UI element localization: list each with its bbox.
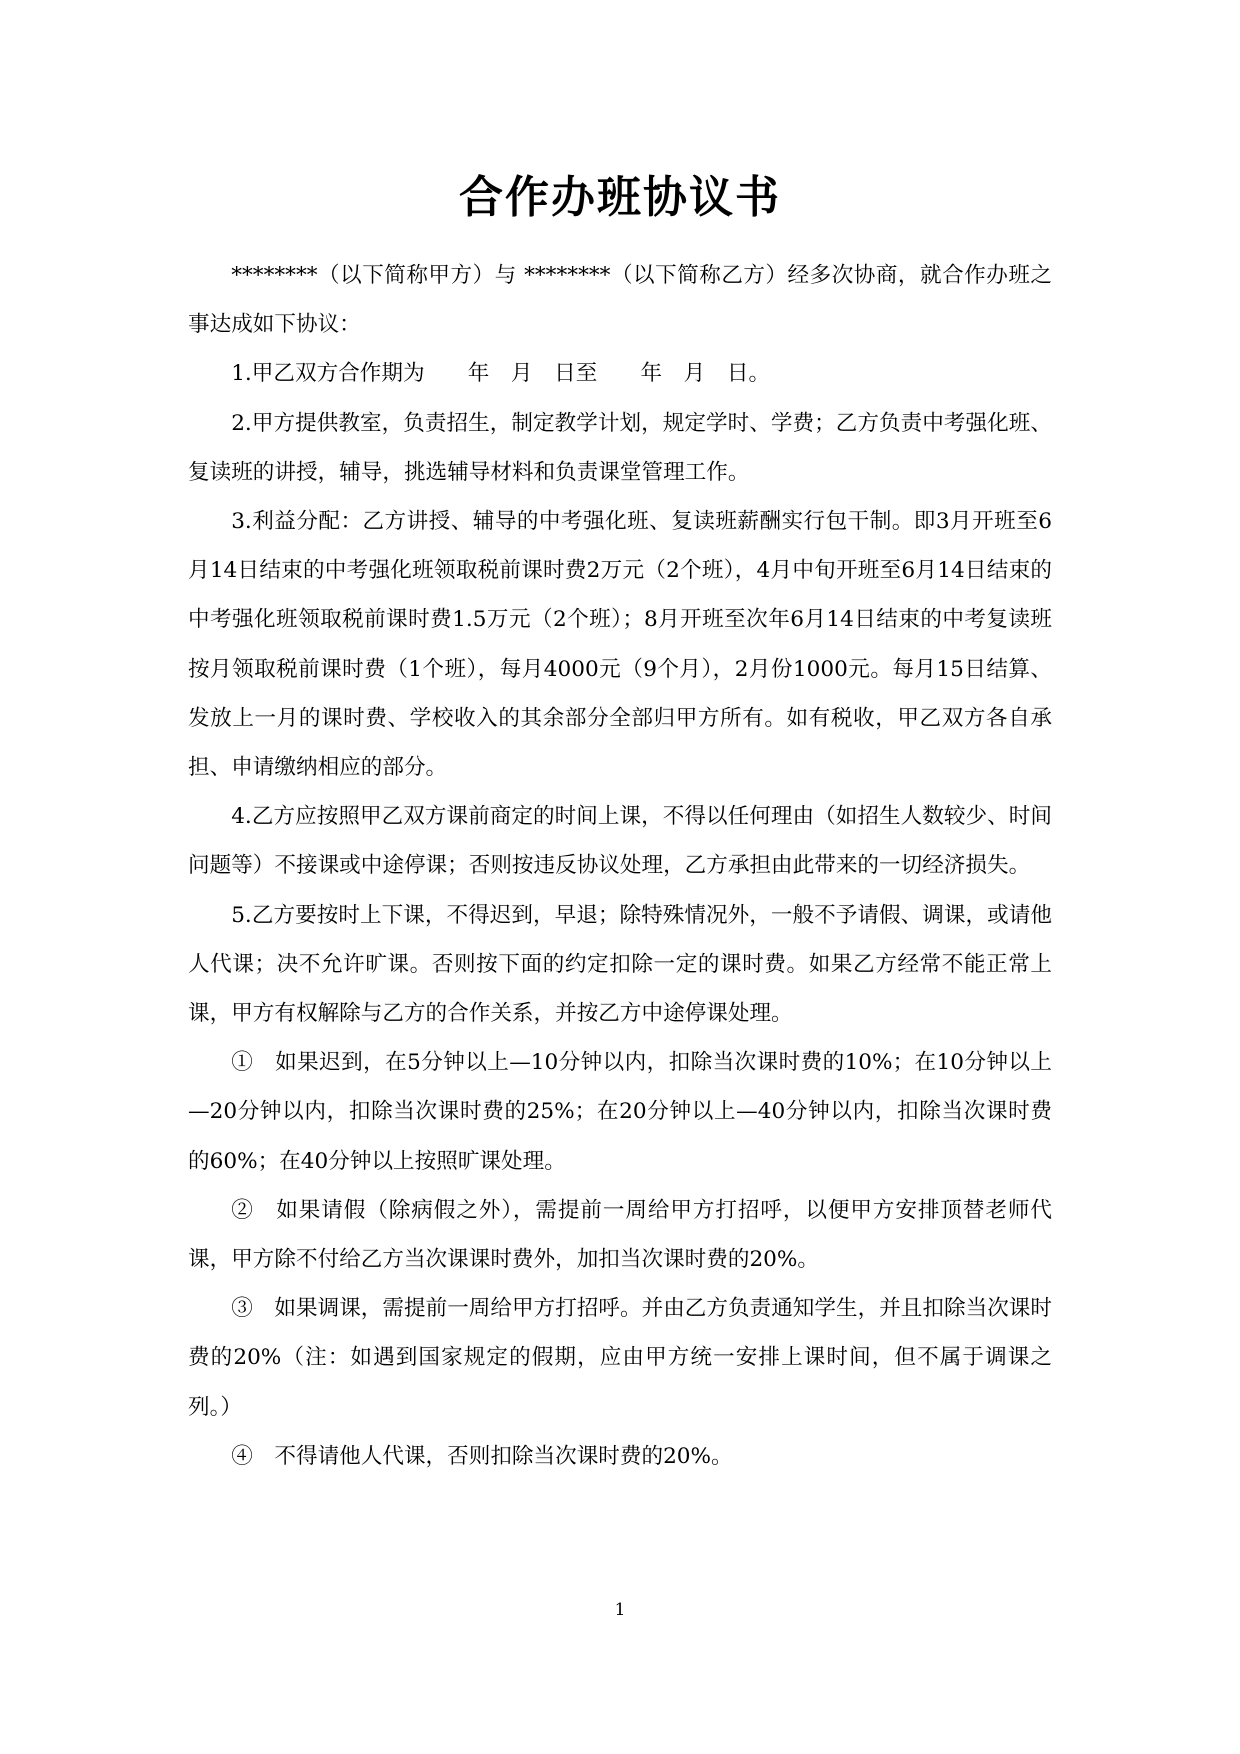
clause-4: 4.乙方应按照甲乙双方课前商定的时间上课，不得以任何理由（如招生人数较少、时间问题等）不接课或中途停课；否则按违反协议处理，乙方承担由此带来的一切经济损失。 <box>188 804 1052 879</box>
clause-1: 1.甲乙双方合作期为 年 月 日至 年 月 日。 <box>231 361 771 387</box>
page-number: 1 <box>614 1600 626 1620</box>
document-title: 合作办班协议书 <box>459 172 781 223</box>
sub-clause-3: ③ 如果调课，需提前一周给甲方打招呼。并由乙方负责通知学生，并且扣除当次课时费的20%（注：如遇到国家规定的假期，应由甲方统一安排上课时间，但不属于调课之列。） <box>188 1296 1052 1420</box>
document-body <box>188 251 1052 1481</box>
clause-5: 5.乙方要按时上下课，不得迟到，早退；除特殊情况外，一般不予请假、调课，或请他人代课；决不允许旷课。否则按下面的约定扣除一定的课时费。如果乙方经常不能正常上课，甲方有权解除与乙方的合作关系，并按乙方中途停课处理。 <box>188 902 1052 1027</box>
clause-3: 3.利益分配：乙方讲授、辅导的中考强化班、复读班薪酬实行包干制。即3月开班至6月14日结束的中考强化班领取税前课时费2万元（2个班），4月中旬开班至6月14日结束的中考强化班领取税前课时费1.5万元（2个班）；8月开班至次年6月14日结束的中考复读班按月领取税前课时费（1个班），每月4000元（9个月），2月份1000元。每月15日结算、发放上一月的课时费、学校收入的其余部分全部归甲方所有。如有税收，甲乙双方各自承担、申请缴纳相应的部分。 <box>188 509 1052 781</box>
paragraph-intro: ********（以下简称甲方）与 ********（以下简称乙方）经多次协商，就合作办班之事达成如下协议： <box>188 263 1052 338</box>
clause-2: 2.甲方提供教室，负责招生，制定教学计划，规定学时、学费；乙方负责中考强化班、复读班的讲授，辅导，挑选辅导材料和负责课堂管理工作。 <box>188 410 1052 485</box>
sub-clause-2: ② 如果请假（除病假之外），需提前一周给甲方打招呼，以便甲方安排顶替老师代课，甲方除不付给乙方当次课课时费外，加扣当次课时费的20%。 <box>188 1197 1052 1273</box>
sub-clause-4: ④ 不得请他人代课，否则扣除当次课时费的20%。 <box>231 1443 733 1469</box>
sub-clause-1: ① 如果迟到，在5分钟以上—10分钟以内，扣除当次课时费的10%；在10分钟以上—20分钟以内，扣除当次课时费的25%；在20分钟以上—40分钟以内，扣除当次课时费的60%；在40分钟以上按照旷课处理。 <box>188 1050 1052 1174</box>
